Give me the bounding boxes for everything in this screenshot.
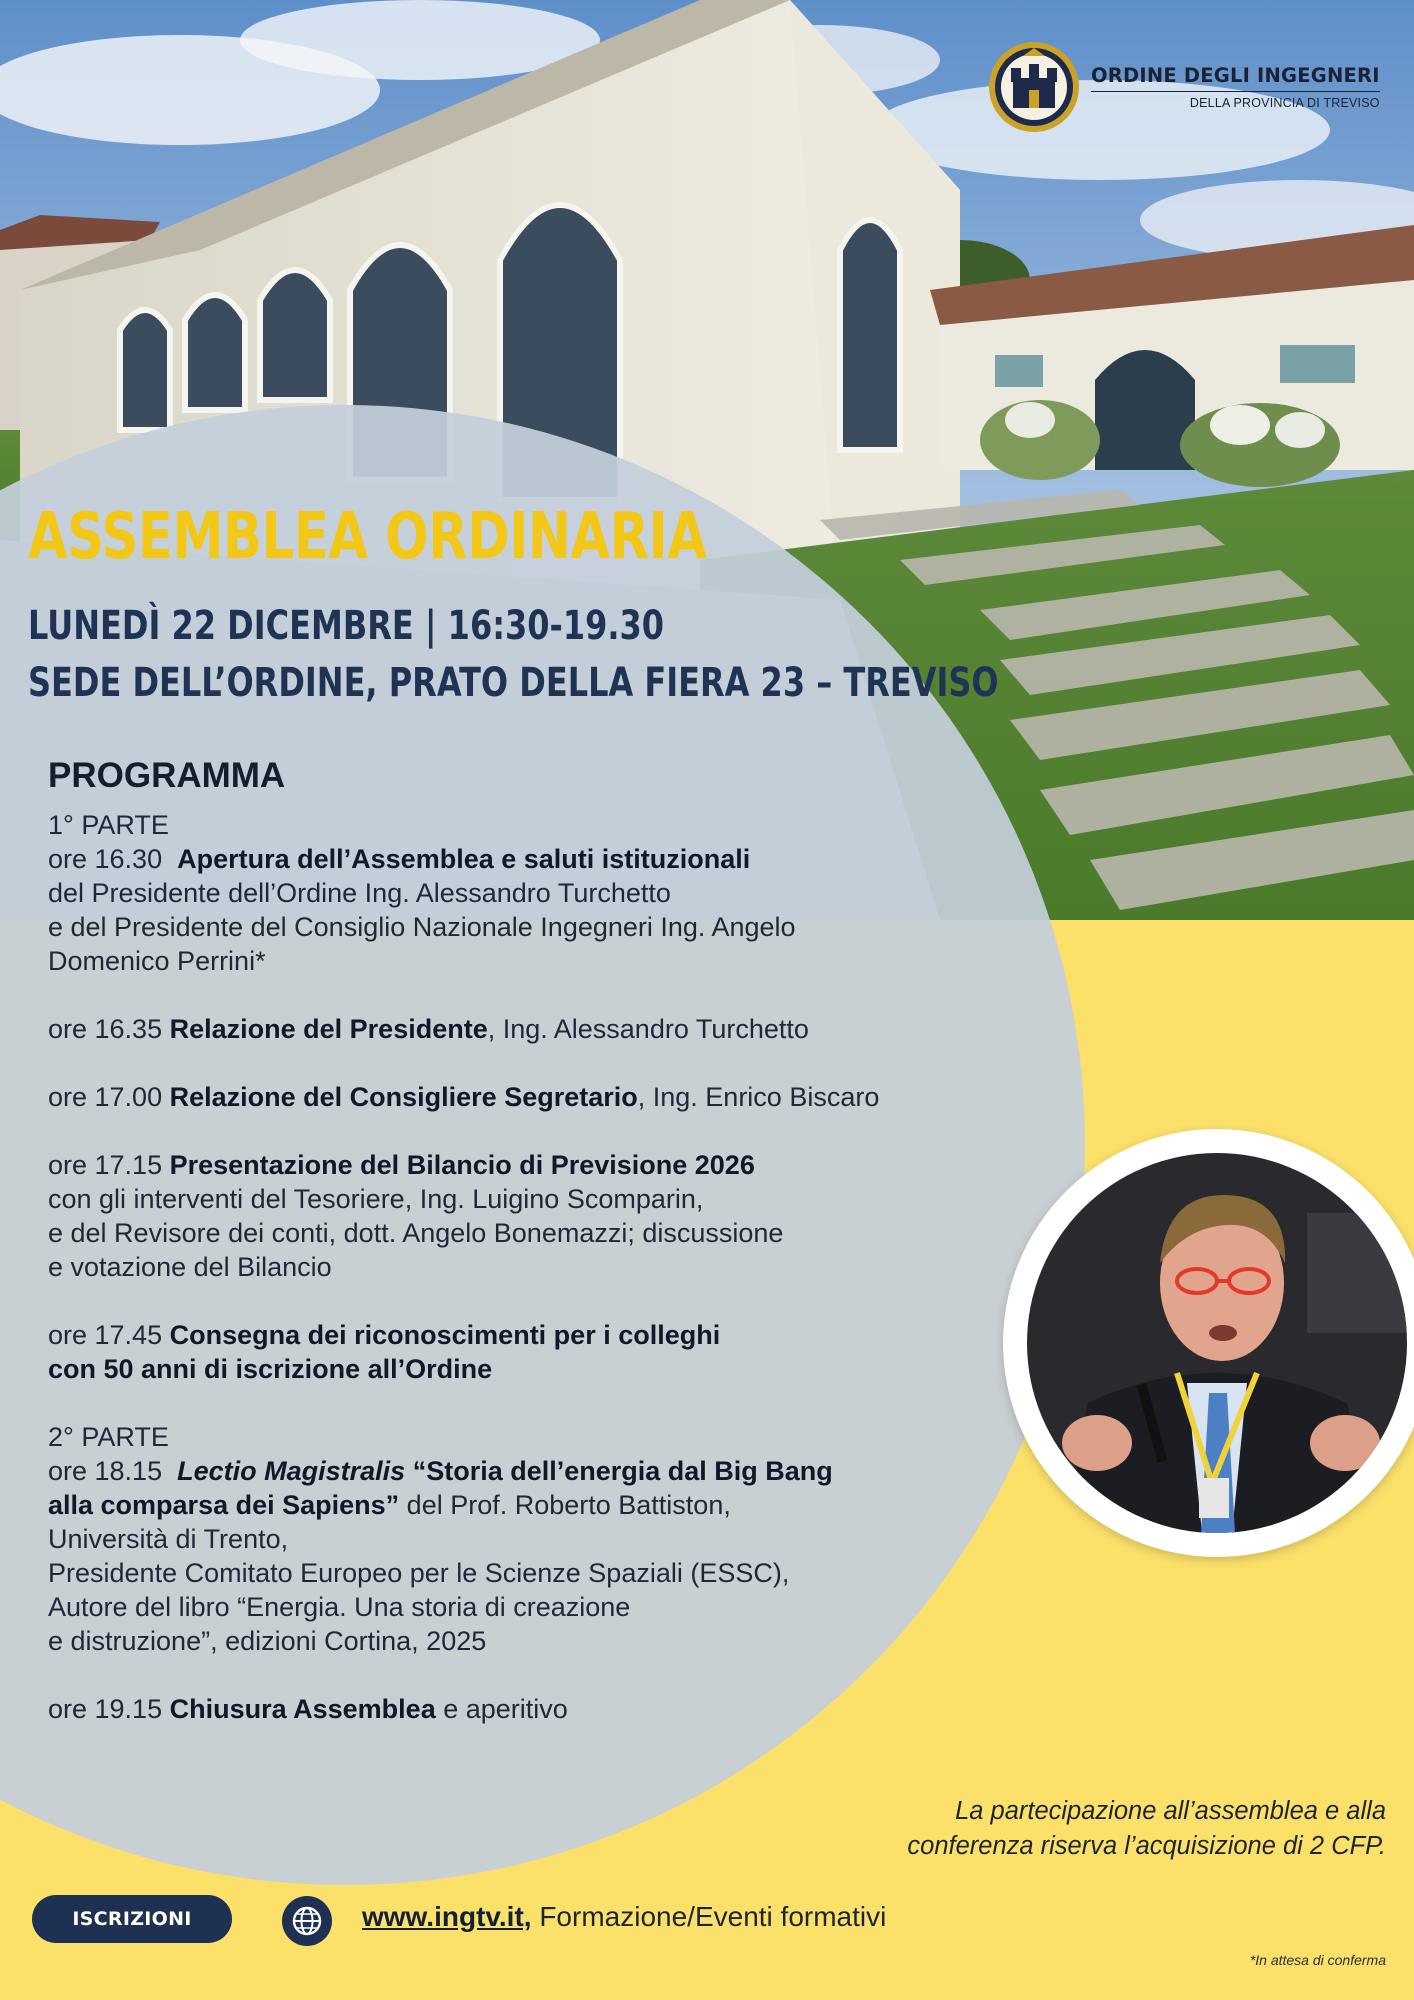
item-text: del Prof. Roberto Battiston, (399, 1490, 731, 1520)
logo-title: ORDINE DEGLI INGEGNERI (1091, 64, 1380, 92)
item-title: Chiusura Assemblea (169, 1694, 436, 1724)
item-text: e votazione del Bilancio (48, 1252, 332, 1282)
cfp-note (907, 1794, 1386, 1864)
speaker-portrait (1027, 1153, 1407, 1533)
item-time: ore 17.15 (48, 1150, 163, 1180)
globe-icon (282, 1896, 332, 1946)
item-text: e del Revisore dei conti, dott. Angelo Bonemazzi; discussione (48, 1218, 784, 1248)
item-time: ore 16.35 (48, 1014, 163, 1044)
item-title: Presentazione del Bilancio di Previsione 2026 (169, 1150, 755, 1180)
item-time: ore 17.00 (48, 1082, 163, 1112)
program-item (48, 1012, 948, 1046)
item-time: ore 19.15 (48, 1694, 163, 1724)
item-title: alla comparsa dei Sapiens” (48, 1490, 400, 1520)
logo-text (1091, 64, 1380, 110)
item-text: , Ing. Alessandro Turchetto (487, 1014, 809, 1044)
item-text: del Presidente dell’Ordine Ing. Alessandro Turchetto (48, 878, 671, 908)
program-item (48, 1318, 948, 1386)
item-title: Relazione del Presidente (169, 1014, 488, 1044)
website-path: Formazione/Eventi formativi (531, 1901, 887, 1932)
item-time: ore 18.15 (48, 1456, 163, 1486)
item-time: ore 16.30 (48, 844, 163, 874)
part-label: 2° PARTE (48, 1422, 169, 1452)
program (48, 756, 948, 1726)
logo-subtitle: DELLA PROVINCIA DI TREVISO (1189, 96, 1380, 110)
item-title: Consegna dei riconoscimenti per i colleghi (169, 1320, 721, 1350)
item-title: Relazione del Consigliere Segretario (169, 1082, 638, 1112)
item-text: e aperitivo (435, 1694, 568, 1724)
item-text: con gli interventi del Tesoriere, Ing. Luigino Scomparin, (48, 1184, 704, 1214)
item-title: con 50 anni di iscrizione all’Ordine (48, 1354, 493, 1384)
website-line (362, 1901, 886, 1933)
program-heading: PROGRAMMA (48, 756, 286, 795)
item-lectio: Lectio Magistralis (177, 1456, 406, 1486)
item-text: e del Presidente del Consiglio Nazionale Ingegneri Ing. Angelo (48, 912, 796, 942)
item-text: Autore del libro “Energia. Una storia di creazione (48, 1592, 631, 1622)
part-label: 1° PARTE (48, 810, 169, 840)
program-item (48, 1692, 948, 1726)
event-title: ASSEMBLEA ORDINARIA (28, 500, 707, 574)
item-title: Apertura dell’Assemblea e saluti istituzionali (177, 844, 751, 874)
cfp-note-line: conferenza riserva l’acquisizione di 2 CFP. (907, 1832, 1386, 1860)
program-item (48, 1148, 948, 1284)
event-location: SEDE DELL’ORDINE, PRATO DELLA FIERA 23 – TREVISO (28, 660, 999, 706)
item-text: Università di Trento, (48, 1524, 289, 1554)
program-item (48, 1080, 948, 1114)
item-text: Domenico Perrini* (48, 946, 266, 976)
cfp-note-line: La partecipazione all’assemblea e alla (955, 1797, 1386, 1825)
logo (987, 40, 1380, 134)
program-item (48, 808, 948, 978)
item-title: “Storia dell’energia dal Big Bang (412, 1456, 833, 1486)
item-text: e distruzione”, edizioni Cortina, 2025 (48, 1626, 487, 1656)
item-text: , Ing. Enrico Biscaro (637, 1082, 880, 1112)
footnote: *In attesa di conferma (1249, 1952, 1386, 1968)
program-item (48, 1420, 948, 1658)
iscrizioni-button[interactable]: ISCRIZIONI (32, 1895, 232, 1943)
item-time: ore 17.45 (48, 1320, 163, 1350)
item-text: Presidente Comitato Europeo per le Scienze Spaziali (ESSC), (48, 1558, 790, 1588)
event-date: LUNEDÌ 22 DICEMBRE | 16:30-19.30 (28, 603, 665, 649)
speaker-photo-frame (1003, 1129, 1414, 1557)
seal-icon (987, 40, 1081, 134)
website-link[interactable]: www.ingtv.it, (362, 1901, 532, 1932)
speaker-photo (1027, 1153, 1407, 1533)
